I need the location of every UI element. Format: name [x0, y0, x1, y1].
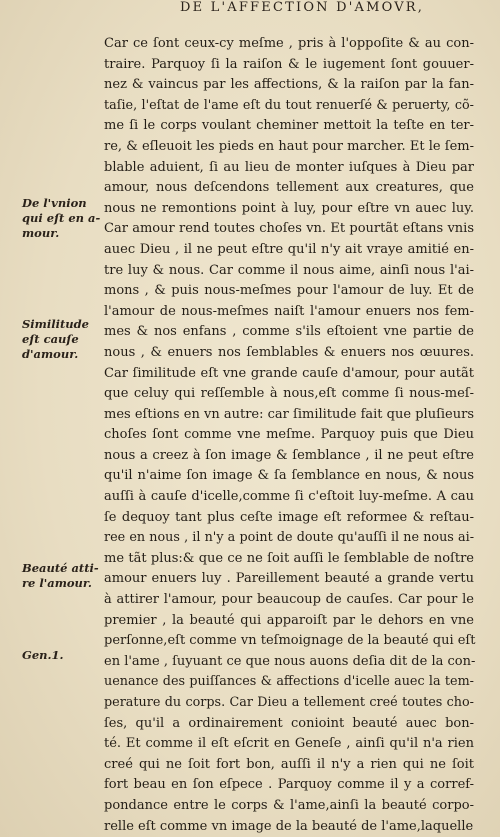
- text-line: fort beau en ſon eſpece . Parquoy comme il y a corref-: [104, 777, 474, 793]
- margin-note-line: re l'amour.: [22, 576, 92, 590]
- margin-note-line: Similitude: [22, 317, 89, 331]
- text-line: té. Et comme il eſt eſcrit en Geneſe , ainſi qu'il n'a rien: [104, 736, 474, 752]
- text-line: choſes ſont comme vne meſme. Parquoy puis que Dieu: [104, 427, 474, 443]
- margin-note-line: De l'vnion: [22, 196, 87, 210]
- text-line: nez & vaincus par les affections, & la raiſon par la fan-: [104, 77, 474, 93]
- text-line: Car ſimilitude eſt vne grande cauſe d'amour, pour autãt: [104, 365, 474, 381]
- margin-note-vnion: [22, 196, 102, 241]
- text-line: blable aduient, ſi au lieu de monter iuſques à Dieu par: [104, 159, 474, 175]
- text-line: re, & eſleuoit les pieds en haut pour marcher. Et le ſem-: [104, 138, 474, 154]
- margin-note-genese: [22, 648, 102, 663]
- text-line: traire. Parquoy ſi la raiſon & le iugement ſont gouuer-: [104, 56, 474, 72]
- text-line: Car amour rend toutes choſes vn. Et pourtãt eſtans vnis: [104, 221, 474, 237]
- text-line: nous ne remontions point à luy, pour eſtre vn auec luy.: [104, 200, 474, 216]
- text-line: ſe dequoy tant plus ceſte image eſt reformee & reſtau-: [104, 509, 474, 525]
- text-line: ree en nous , il n'y a point de doute qu'auſſi il ne nous ai-: [104, 530, 474, 546]
- text-line: amour, nous deſcendons tellement aux creatures, que: [104, 180, 474, 196]
- text-line: me tãt plus:& que ce ne ſoit auſſi le ſemblable de noſtre: [104, 550, 474, 566]
- text-line: perſonne,eſt comme vn teſmoignage de la beauté qui eſt: [104, 633, 476, 649]
- text-line: que celuy qui reſſemble à nous,eſt comme ſi nous-meſ-: [104, 386, 474, 402]
- text-line: mes eſtions en vn autre: car ſimilitude fait que pluſieurs: [104, 406, 474, 422]
- main-text: [104, 34, 474, 837]
- text-line: amour enuers luy . Pareillement beauté a grande vertu: [104, 571, 474, 587]
- margin-note-line: Beauté atti-: [22, 561, 99, 575]
- text-line: qu'il n'aime ſon image & ſa ſemblance en nous, & nous: [104, 468, 474, 484]
- margin-note-line: mour.: [22, 226, 60, 240]
- margin-note-line: d'amour.: [22, 347, 79, 361]
- text-line: premier , la beauté qui apparoiſt par le dehors en vne: [104, 612, 474, 628]
- text-line: auec Dieu , il ne peut eſtre qu'il n'y ait vraye amitié en-: [104, 241, 474, 257]
- text-line: pondance entre le corps & l'ame,ainſi la beauté corpo-: [104, 797, 474, 813]
- text-line: relle eſt comme vn image de la beauté de l'ame,laquelle: [104, 818, 474, 834]
- margin-note-line: eſt cauſe: [22, 332, 79, 346]
- text-line: mons , & puis nous-meſmes pour l'amour de luy. Et de: [104, 283, 474, 299]
- text-line: creé qui ne ſoit fort bon, auſſi il n'y a rien qui ne ſoit: [104, 756, 474, 772]
- text-line: ſes, qu'il a ordinairement conioint beauté auec bon-: [104, 715, 474, 731]
- margin-note-similitude: [22, 317, 102, 362]
- text-line: l'amour de nous-meſmes naiſt l'amour enuers nos fem-: [104, 303, 474, 319]
- text-line: auſſi à cauſe d'icelle,comme ſi c'eſtoit luy-meſme. A cau: [104, 489, 474, 505]
- text-line: mes & nos enfans , comme s'ils eſtoient vne partie de: [104, 324, 474, 340]
- text-line: nous a creez à ſon image & ſemblance , il ne peut eſtre: [104, 447, 474, 463]
- margin-note-beaute: [22, 561, 102, 591]
- margin-note-line: Gen.1.: [22, 648, 64, 662]
- text-line: me ſi le corps voulant cheminer mettoit la teſte en ter-: [104, 118, 474, 134]
- margin-note-line: qui eſt en a-: [22, 211, 101, 225]
- text-line: taſie, l'eſtat de l'ame eſt du tout renuerſé & peruerty, cõ-: [104, 97, 474, 113]
- text-line: en l'ame , ſuyuant ce que nous auons deſia dit de la con-: [104, 653, 476, 669]
- running-header: DE L'AFFECTION D'AMOVR,: [180, 0, 425, 15]
- text-line: Car ce ſont ceux-cy meſme , pris à l'oppoſite & au con-: [104, 36, 474, 51]
- text-line: uenance des puiſſances & affections d'icelle auec la tem-: [104, 674, 474, 690]
- text-line: nous , & enuers nos ſemblables & enuers nos œuures.: [104, 344, 474, 360]
- text-line: à attirer l'amour, pour beaucoup de cauſes. Car pour le: [104, 592, 474, 608]
- text-line: tre luy & nous. Car comme il nous aime, ainſi nous l'ai-: [104, 262, 474, 278]
- text-line: perature du corps. Car Dieu a tellement creé toutes cho-: [104, 695, 474, 710]
